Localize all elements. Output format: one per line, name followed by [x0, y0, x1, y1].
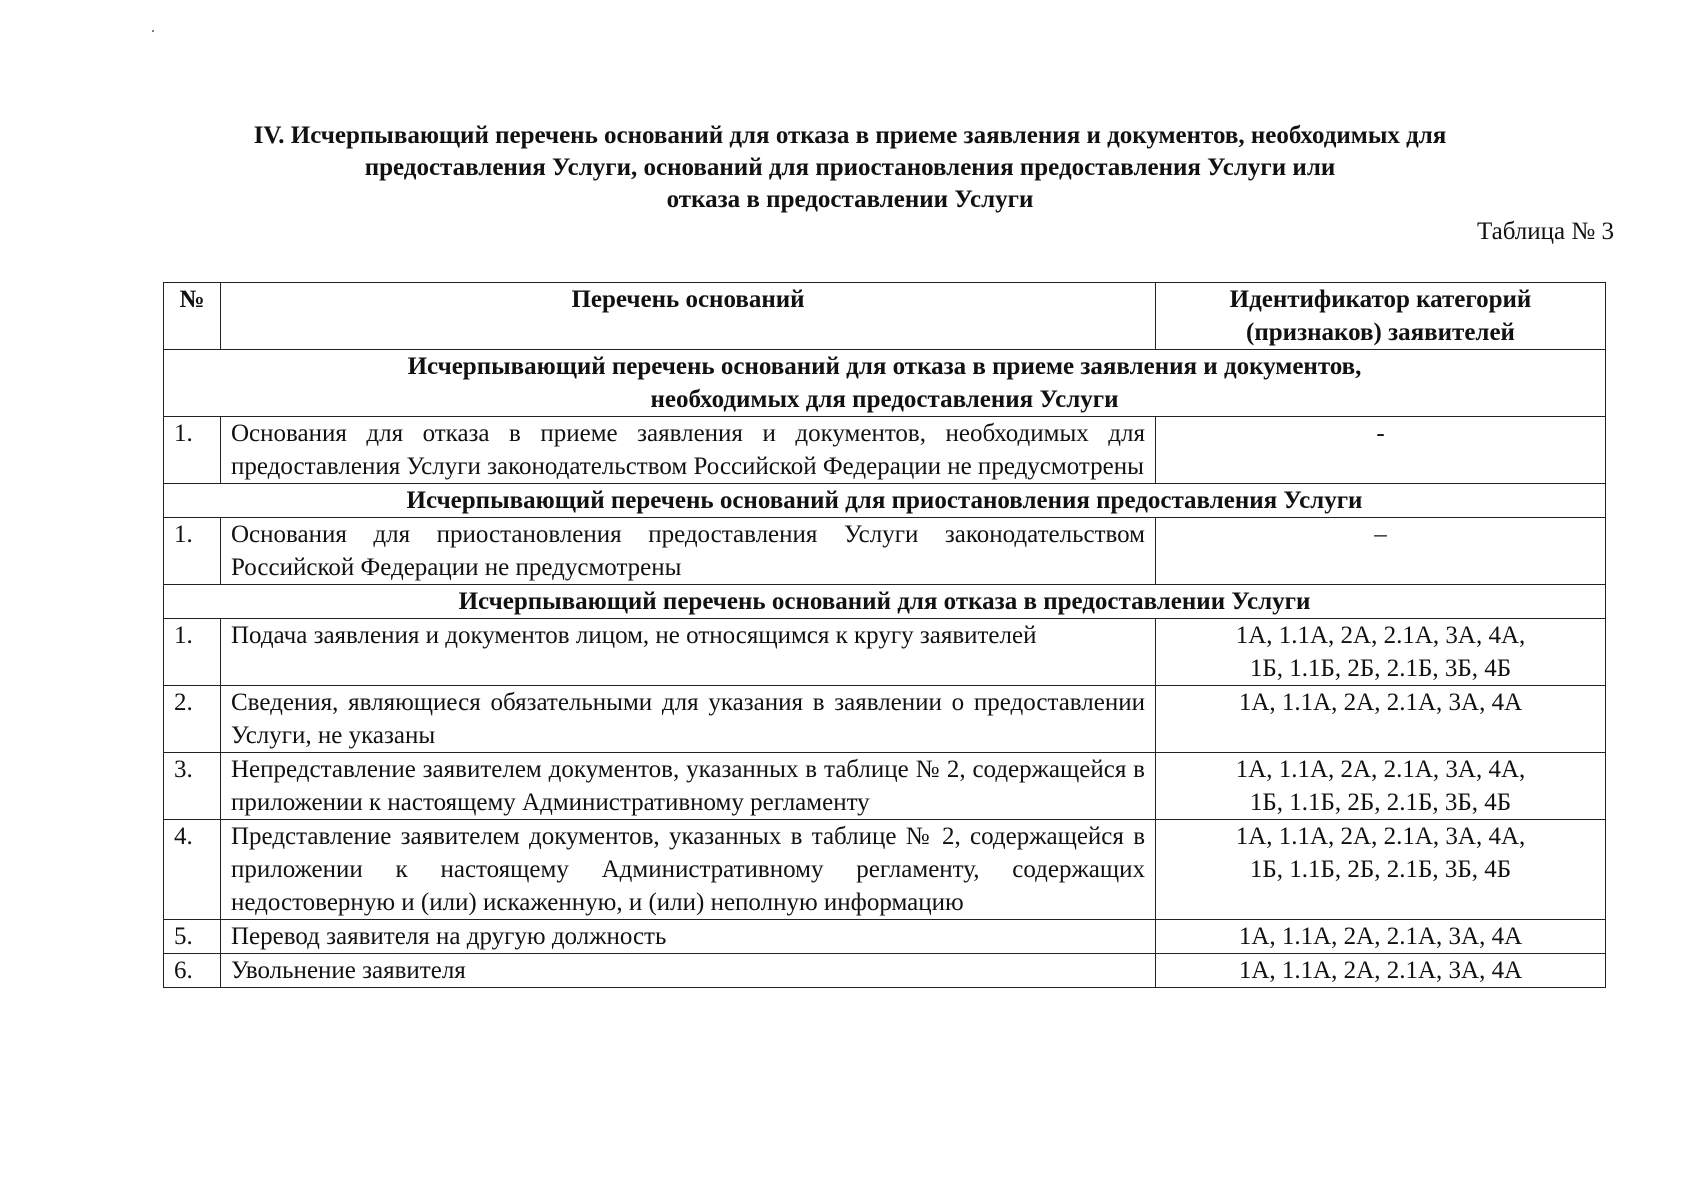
table-row — [164, 920, 1606, 954]
row-number: 1. — [164, 518, 221, 585]
table-row — [164, 753, 1606, 820]
row-number: 6. — [164, 954, 221, 988]
section-row-reception-refusal — [164, 350, 1606, 417]
scan-speck — [152, 30, 154, 32]
section-row-suspension — [164, 484, 1606, 518]
row-reason: Подача заявления и документов лицом, не относящимся к кругу заявителей — [221, 619, 1156, 686]
heading-line-3: отказа в предоставлении Услуги — [666, 186, 1034, 213]
section-title: Исчерпывающий перечень оснований для отказа в предоставлении Услуги — [164, 585, 1606, 619]
row-categories — [1156, 686, 1606, 753]
header-categories-line-1: Идентификатор категорий — [1229, 286, 1532, 313]
table-row — [164, 518, 1606, 585]
row-categories — [1156, 920, 1606, 954]
row-reason: Увольнение заявителя — [221, 954, 1156, 988]
row-categories-line-1: – — [1374, 521, 1387, 548]
section-title — [164, 350, 1606, 417]
heading-line-2: предоставления Услуги, оснований для приостановления предоставления Услуги или — [364, 154, 1336, 181]
header-no: № — [164, 283, 221, 350]
row-categories-line-1: 1А, 1.1А, 2А, 2.1А, 3А, 4А, — [1235, 756, 1526, 783]
row-categories-line-2: 1Б, 1.1Б, 2Б, 2.1Б, 3Б, 4Б — [1249, 856, 1512, 883]
row-categories — [1156, 417, 1606, 484]
section-title-line-1: Исчерпывающий перечень оснований для отказа в приеме заявления и документов, — [407, 353, 1362, 380]
table-row — [164, 619, 1606, 686]
row-number: 1. — [164, 417, 221, 484]
row-categories — [1156, 954, 1606, 988]
row-number: 3. — [164, 753, 221, 820]
row-categories — [1156, 619, 1606, 686]
row-categories-line-1: 1А, 1.1А, 2А, 2.1А, 3А, 4А — [1238, 923, 1523, 950]
row-categories-line-1: 1А, 1.1А, 2А, 2.1А, 3А, 4А — [1238, 957, 1523, 984]
row-categories-line-1: 1А, 1.1А, 2А, 2.1А, 3А, 4А, — [1235, 823, 1526, 850]
row-categories-line-1: 1А, 1.1А, 2А, 2.1А, 3А, 4А — [1238, 689, 1523, 716]
grounds-table — [163, 282, 1606, 988]
table-row — [164, 417, 1606, 484]
row-reason: Представление заявителем документов, указанных в таблице № 2, содержащейся в приложении к настоящему Административному регламенту, содержащих недостоверную и (или) искаженную, и (или) неполную информацию — [221, 820, 1156, 920]
row-categories-line-2: 1Б, 1.1Б, 2Б, 2.1Б, 3Б, 4Б — [1249, 789, 1512, 816]
table-header-row — [164, 283, 1606, 350]
row-number: 4. — [164, 820, 221, 920]
row-categories-line-1: 1А, 1.1А, 2А, 2.1А, 3А, 4А, — [1235, 622, 1526, 649]
row-reason: Сведения, являющиеся обязательными для указания в заявлении о предоставлении Услуги, не указаны — [221, 686, 1156, 753]
row-categories-line-1: - — [1376, 420, 1385, 447]
header-categories — [1156, 283, 1606, 350]
row-reason: Основания для отказа в приеме заявления и документов, необходимых для предоставления Услуги законодательством Российской Федерации не предусмотрены — [221, 417, 1156, 484]
table-row — [164, 954, 1606, 988]
section-heading — [150, 120, 1550, 216]
row-reason: Перевод заявителя на другую должность — [221, 920, 1156, 954]
header-categories-line-2: (признаков) заявителей — [1246, 319, 1515, 346]
table-number-label: Таблица № 3 — [1476, 218, 1614, 245]
section-title-line-2: необходимых для предоставления Услуги — [650, 386, 1119, 413]
header-reasons: Перечень оснований — [221, 283, 1156, 350]
row-reason: Основания для приостановления предоставления Услуги законодательством Российской Федерации не предусмотрены — [221, 518, 1156, 585]
row-number: 5. — [164, 920, 221, 954]
table-row — [164, 686, 1606, 753]
row-reason: Непредставление заявителем документов, указанных в таблице № 2, содержащейся в приложении к настоящему Административному регламенту — [221, 753, 1156, 820]
row-categories-line-2: 1Б, 1.1Б, 2Б, 2.1Б, 3Б, 4Б — [1249, 655, 1512, 682]
row-number: 1. — [164, 619, 221, 686]
heading-line-1: IV. Исчерпывающий перечень оснований для отказа в приеме заявления и документов, необходимых для — [253, 122, 1447, 149]
row-categories — [1156, 518, 1606, 585]
table-row — [164, 820, 1606, 920]
section-title: Исчерпывающий перечень оснований для приостановления предоставления Услуги — [164, 484, 1606, 518]
row-number: 2. — [164, 686, 221, 753]
row-categories — [1156, 753, 1606, 820]
section-row-service-refusal — [164, 585, 1606, 619]
row-categories — [1156, 820, 1606, 920]
